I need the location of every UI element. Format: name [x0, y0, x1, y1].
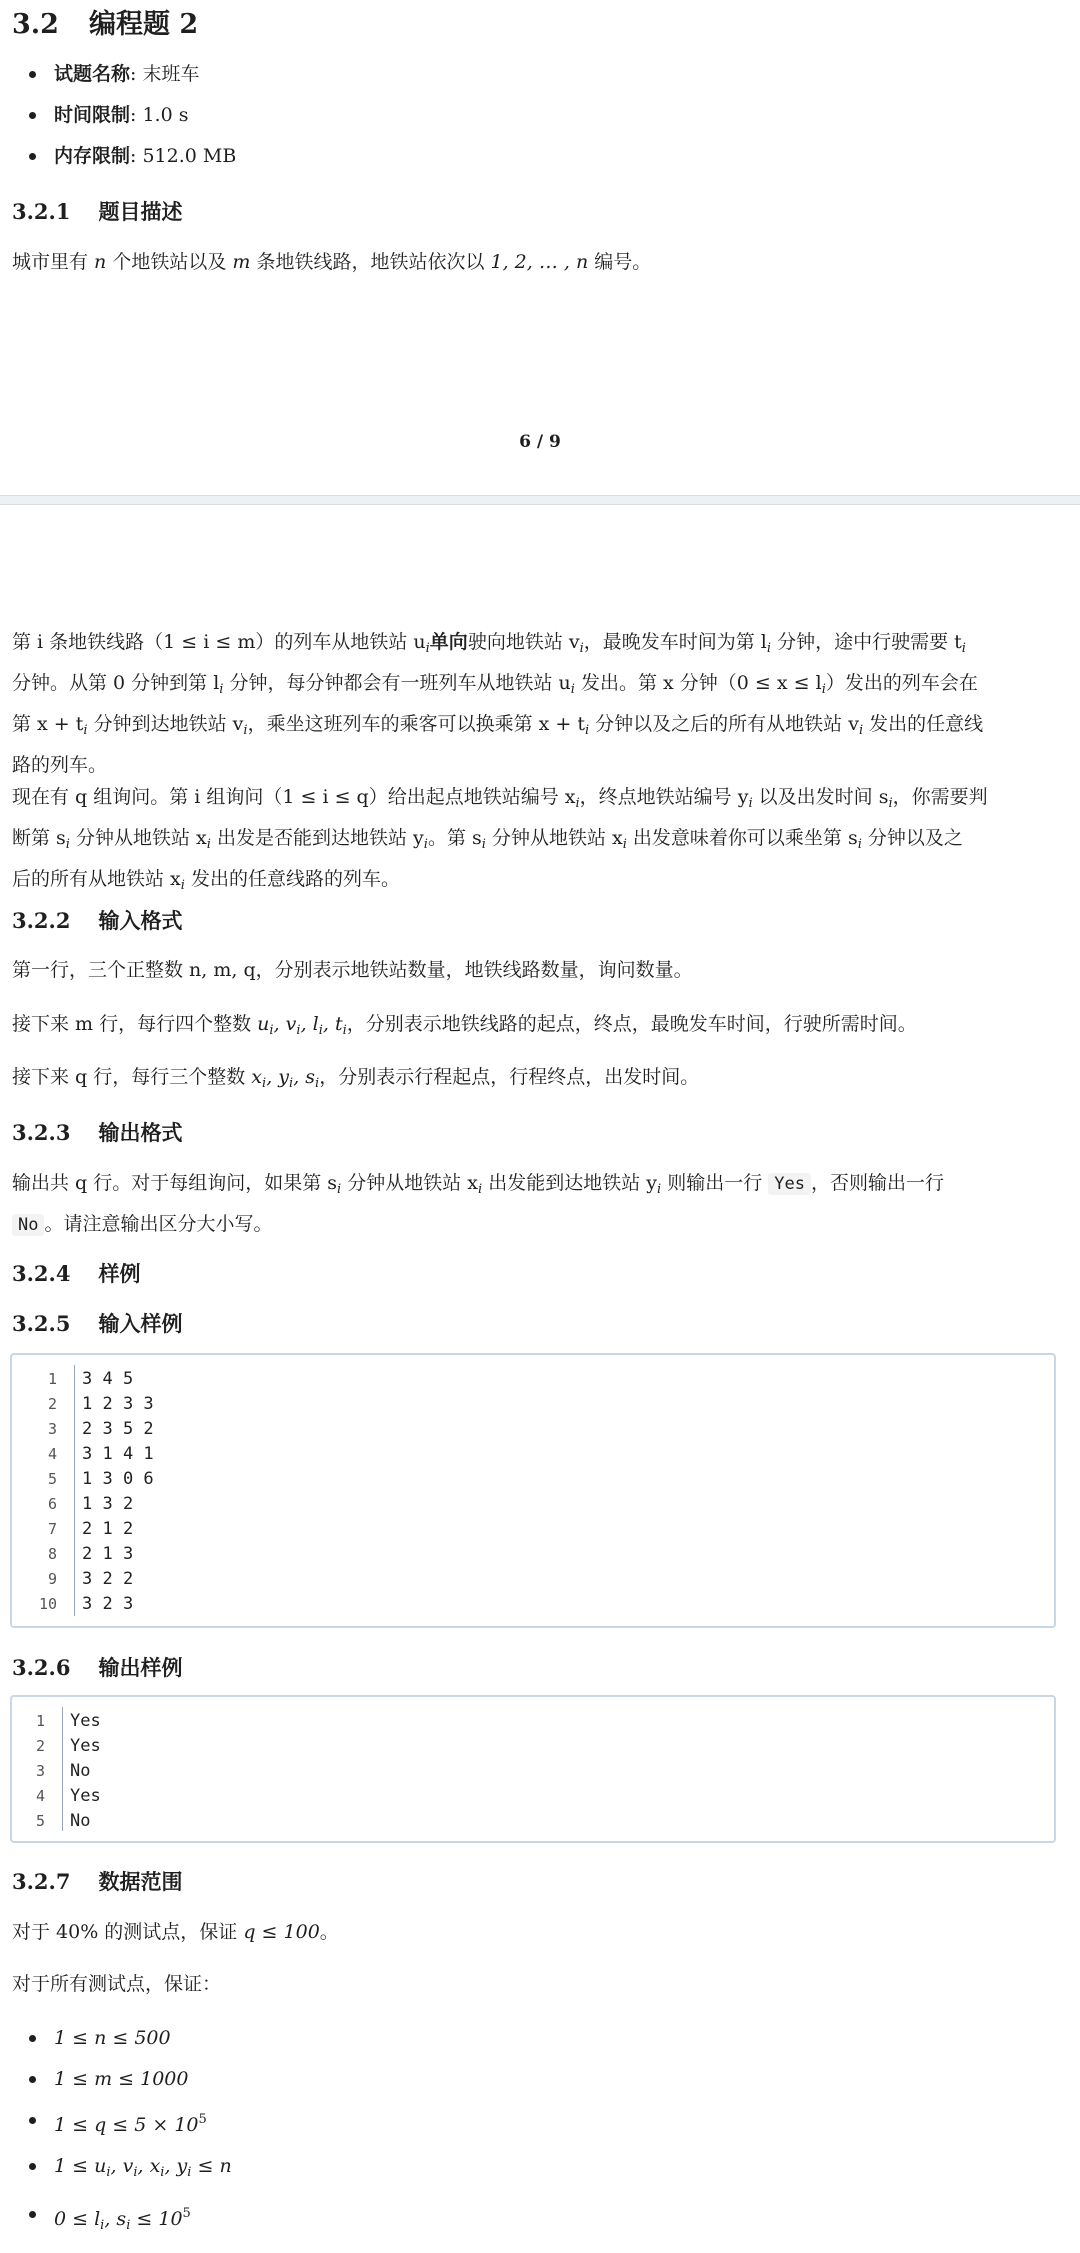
line-number: 2 — [35, 1737, 45, 1755]
sample-input-heading: 3.2.5 输入样例 — [12, 1311, 183, 1336]
line-number: 4 — [35, 1787, 45, 1805]
input-format-line-1: 第一行，三个正整数 n, m, q，分别表示地铁站数量，地铁线路数量，询问数量。 — [12, 959, 693, 981]
section-heading — [12, 2, 198, 41]
sample-output-text: Yes — [70, 1736, 101, 1756]
line-number: 3 — [47, 1420, 57, 1438]
output-format-heading: 3.2.3 输出格式 — [12, 1120, 183, 1145]
section-title: 编程题 2 — [88, 9, 199, 40]
sample-input-text: 3 2 3 — [82, 1594, 134, 1614]
sample-input-text: 2 3 5 2 — [82, 1419, 154, 1439]
constraint-n: 1 ≤ n ≤ 500 — [12, 2024, 712, 2052]
line-number: 4 — [47, 1445, 57, 1463]
description-paragraph-1: 城市里有 n 个地铁站以及 m 条地铁线路，地铁站依次以 1, 2, … , n 编号。 — [12, 251, 652, 273]
sample-output-heading: 3.2.6 输出样例 — [12, 1655, 183, 1680]
sample-output-line — [12, 1709, 1054, 1734]
sample-input-line — [12, 1567, 1054, 1592]
section-number: 3.2 — [12, 9, 59, 40]
line-number: 6 — [47, 1495, 57, 1513]
sample-input-line — [12, 1367, 1054, 1392]
sample-output-line — [12, 1809, 1054, 1834]
data-range-all: 对于所有测试点，保证： — [12, 1973, 222, 1995]
meta-item-memory: 内存限制: 512.0 MB — [12, 142, 612, 170]
sample-output-codeblock[interactable] — [10, 1695, 1056, 1843]
sample-input-text: 1 2 3 3 — [82, 1394, 154, 1414]
problem-meta-list — [12, 60, 612, 170]
sample-output-line — [12, 1784, 1054, 1809]
sample-output-line — [12, 1759, 1054, 1784]
meta-item-time: 时间限制: 1.0 s — [12, 101, 612, 129]
description-heading: 3.2.1 题目描述 — [12, 199, 183, 224]
line-number: 8 — [47, 1545, 57, 1563]
sample-input-text: 1 3 0 6 — [82, 1469, 154, 1489]
sample-input-text: 1 3 2 — [82, 1494, 134, 1514]
constraint-q: $1 \le q \le 5 \times 10^5$ — [12, 2106, 712, 2139]
sample-output-line — [12, 1734, 1054, 1759]
line-number: 5 — [35, 1812, 45, 1830]
sample-output-text: Yes — [70, 1786, 101, 1806]
sample-input-line — [12, 1442, 1054, 1467]
line-number: 5 — [47, 1470, 57, 1488]
no-code: No — [12, 1214, 44, 1236]
sample-input-text: 3 4 5 — [82, 1369, 134, 1389]
meta-item-name: 试题名称: 末班车 — [12, 60, 612, 88]
line-number: 1 — [35, 1712, 45, 1730]
sample-input-codeblock[interactable] — [10, 1353, 1056, 1628]
sample-input-line — [12, 1492, 1054, 1517]
constraints-list — [12, 2024, 712, 2240]
sample-input-text: 2 1 2 — [82, 1519, 134, 1539]
description-paragraph-2: 第 i 条地铁线路（1 ≤ i ≤ m）的列车从地铁站 $u_i$单向驶向地铁站 $v_i$，最晚发车时间为第 $l_i$ 分钟，途中行驶需要 $t_i$ 分钟。从第 0 分钟到第 $l_i$ 分钟，每分钟都会有一班列车从地铁站 $u_i$ 发出。第 x 分钟$(0 \le x \le l_i)$发出的列车会在 第 $x + t_i$ 分钟到达地铁站 $v_i$，乘坐这班列车的乘客可以换乘第 $x + t_i$ 分钟以及之后的所有从地铁站 $v_i$ 发出的任意线 路的列车。 — [12, 631, 984, 776]
line-number: 9 — [47, 1570, 57, 1588]
page-number: 6 / 9 — [519, 432, 561, 452]
input-format-heading: 3.2.2 输入格式 — [12, 908, 183, 933]
yes-code: Yes — [768, 1173, 811, 1195]
sample-input-line — [12, 1542, 1054, 1567]
data-range-partial: 对于 40% 的测试点，保证 q ≤ 100。 — [12, 1921, 339, 1943]
line-number: 3 — [35, 1762, 45, 1780]
input-format-line-3: 接下来 q 行，每行三个整数 $x_i$, $y_i$, $s_i$，分别表示行程起点，行程终点，出发时间。 — [12, 1066, 700, 1091]
sample-input-line — [12, 1467, 1054, 1492]
constraint-ls: $0 \le l_i$, $s_i \le 10^5$ — [12, 2200, 712, 2240]
constraint-m: 1 ≤ m ≤ 1000 — [12, 2065, 712, 2093]
output-format-paragraph: 输出共 q 行。对于每组询问，如果第 $s_i$ 分钟从地铁站 $x_i$ 出发能到达地铁站 $y_i$ 则输出一行 Yes ，否则输出一行 No 。请注意输出区分大小写。 — [12, 1172, 945, 1235]
sample-output-text: No — [70, 1761, 91, 1781]
line-number: 7 — [47, 1520, 57, 1538]
sample-input-text: 3 2 2 — [82, 1569, 134, 1589]
sample-input-text: 2 1 3 — [82, 1544, 134, 1564]
constraint-uvxy: $1 \le u_i$, $v_i$, $x_i$, $y_i \le n$ — [12, 2152, 712, 2187]
sample-input-text: 3 1 4 1 — [82, 1444, 154, 1464]
sample-output-text: No — [70, 1811, 91, 1831]
description-paragraph-3: 现在有 q 组询问。第 i 组询问（1 ≤ i ≤ q）给出起点地铁站编号 $x_i$，终点地铁站编号 $y_i$ 以及出发时间 $s_i$，你需要判 断第 $s_i$ 分钟从地铁站 $x_i$ 出发是否能到达地铁站 $y_i$。第 $s_i$ 分钟从地铁站 $x_i$ 出发意味着你可以乘坐第 $s_i$ 分钟以及之 后的所有从地铁站 $x_i$ 发出的任意线路的列车。 — [12, 786, 988, 893]
data-range-heading: 3.2.7 数据范围 — [12, 1869, 183, 1894]
sample-input-line — [12, 1417, 1054, 1442]
line-number: 1 — [47, 1370, 57, 1388]
line-number: 2 — [47, 1395, 57, 1413]
sample-input-line — [12, 1592, 1054, 1617]
sample-heading: 3.2.4 样例 — [12, 1261, 141, 1286]
sample-input-line — [12, 1517, 1054, 1542]
sample-input-line — [12, 1392, 1054, 1417]
input-format-line-2: 接下来 m 行，每行四个整数 $u_i$, $v_i$, $l_i$, $t_i$，分别表示地铁线路的起点，终点，最晚发车时间，行驶所需时间。 — [12, 1013, 917, 1038]
line-number: 10 — [38, 1595, 57, 1613]
page-separator — [0, 495, 1080, 505]
sample-output-text: Yes — [70, 1711, 101, 1731]
